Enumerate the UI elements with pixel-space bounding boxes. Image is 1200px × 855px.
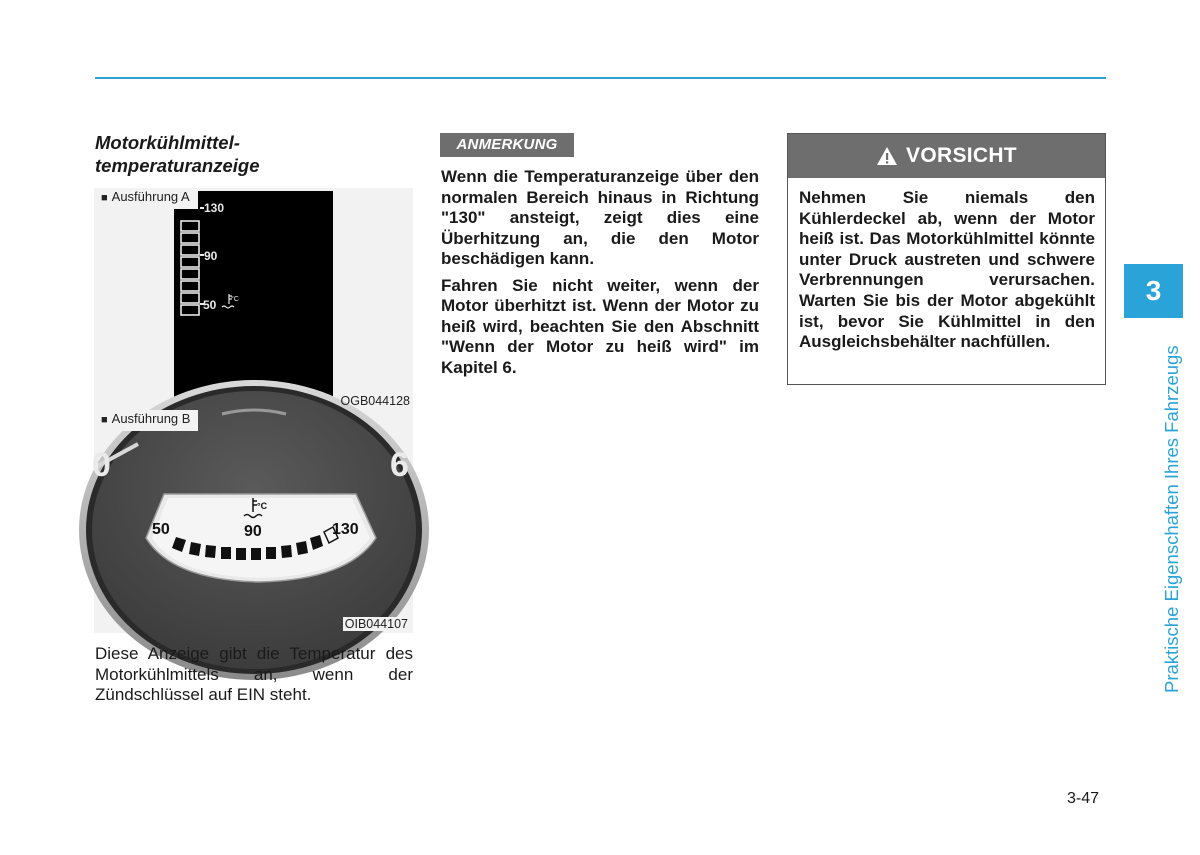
- gauge-a-min-label: 50: [203, 298, 217, 312]
- square-bullet-icon: ■: [101, 192, 108, 204]
- note-text: [441, 167, 759, 384]
- note-paragraph-1: Wenn die Temperaturanzeige über den normalen Bereich hinaus in Richtung "130" ansteigt, zeigt dies eine Überhitzung an, die den Motor beschädigen kann.: [441, 167, 759, 268]
- gauge-b-min-label: 50: [152, 521, 170, 538]
- gauge-b-graphic: [94, 410, 413, 633]
- caution-title: VORSICHT: [906, 144, 1017, 167]
- gauge-a-panel: [174, 191, 333, 409]
- chapter-number-tab: 3: [1124, 264, 1183, 318]
- chapter-title-vertical: Praktische Eigenschaften Ihres Fahrzeugs: [1161, 345, 1182, 693]
- top-rule: [95, 77, 1106, 79]
- warning-triangle-icon: [876, 146, 898, 166]
- page-number: 3-47: [1067, 790, 1100, 807]
- variant-a-label: [94, 188, 198, 209]
- figure-a-code: OGB044128: [340, 394, 410, 408]
- section-title-line1: Motorkühlmittel-: [95, 132, 240, 153]
- figure-variant-b: [94, 410, 413, 633]
- note-paragraph-2: Fahren Sie nicht weiter, wenn der Motor überhitzt ist. Wenn der Motor zu heiß wird, beachten Sie den Abschnitt "Wenn der Motor zu heiß wird" im Kapitel 6.: [441, 275, 759, 377]
- note-badge: ANMERKUNG: [440, 133, 574, 157]
- gauge-b-unit: °C: [257, 501, 268, 511]
- gauge-a-mid-label: 90: [204, 249, 218, 263]
- caution-text: Nehmen Sie niemals den Kühlerdeckel ab, wenn der Motor heiß ist. Das Motorkühlmittel könnte unter Druck austreten und schwere Verbrennungen verursachen. Warten Sie bis der Motor abgekühlt ist, bevor Sie Kühlmittel in den Ausgleichsbehälter nachfüllen.: [799, 188, 1095, 352]
- body-text: Diese Anzeige gibt die Temperatur des Motorkühlmittels an, wenn der Zündschlüssel auf EIN steht.: [95, 644, 413, 704]
- figure-variant-a: [94, 188, 413, 410]
- variant-a-label-text: Ausführung A: [111, 189, 190, 204]
- gauge-b-mid-label: 90: [244, 523, 262, 540]
- gauge-a-max-label: 130: [204, 201, 225, 215]
- gauge-b-max-label: 130: [332, 521, 359, 538]
- variant-b-label: [94, 410, 198, 431]
- variant-b-label-text: Ausführung B: [111, 411, 191, 426]
- caution-box: [787, 133, 1106, 385]
- section-title-line2: temperaturanzeige: [95, 155, 260, 176]
- section-title: [95, 131, 415, 177]
- gauge-a-graphic: [174, 191, 333, 409]
- gauge-a-unit: °C: [231, 296, 239, 303]
- dial-number-left: 0: [92, 446, 111, 484]
- figure-b-code: OIB044107: [344, 617, 408, 631]
- dial-number-right: 6: [390, 446, 409, 484]
- square-bullet-icon: ■: [101, 414, 108, 426]
- caution-header: [788, 134, 1105, 178]
